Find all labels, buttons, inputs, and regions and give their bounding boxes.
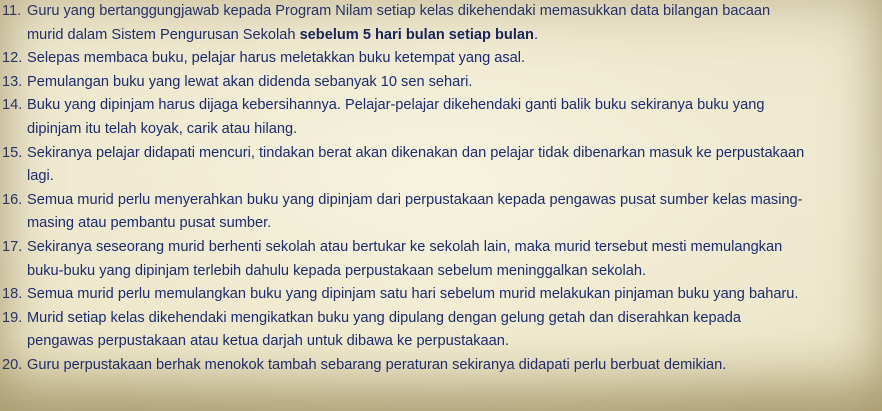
rule-item-15 (0, 142, 882, 189)
rule-number: 14. (2, 97, 23, 114)
rule-text-line: lagi. (27, 168, 54, 185)
rule-text-line: Guru yang bertanggungjawab kepada Program Nilam setiap kelas dikehendaki memasukkan data bilangan bacaan (27, 3, 771, 19)
rule-item-17 (0, 236, 882, 283)
rule-number: 15. (2, 144, 23, 161)
rule-number: 16. (2, 191, 23, 208)
rule-number: 12. (2, 50, 23, 67)
rule-text-line: Semua murid perlu menyerahkan buku yang dipinjam dari perpustakaan kepada pengawas pusat sumber kelas masing- (27, 191, 803, 208)
rule-item-14 (0, 94, 882, 141)
rule-number: 11. (2, 3, 22, 19)
rule-text-line (27, 24, 878, 48)
rule-item-19 (0, 307, 882, 354)
rule-text-line: Murid setiap kelas dikehendaki mengikatkan buku yang dipulang dengan gelung getah dan diserahkan kepada (27, 309, 741, 326)
rule-text-line: Buku yang dipinjam harus dijaga kebersihannya. Pelajar-pelajar dikehendaki ganti balik buku sekiranya buku yang (27, 97, 765, 114)
rule-text-line: buku-buku yang dipinjam terlebih dahulu kepada perpustakaan sebelum meninggalkan sekolah. (27, 262, 647, 279)
rule-text-line: Pemulangan buku yang lewat akan didenda sebanyak 10 sen sehari. (27, 73, 473, 90)
rule-item-18 (0, 283, 882, 307)
rule-text-line: Guru perpustakaan berhak menokok tambah sebarang peraturan sekiranya didapati perlu berbuat demikian. (27, 356, 727, 373)
rule-text-line: pengawas perpustakaan atau ketua darjah untuk dibawa ke perpustakaan. (27, 333, 509, 350)
rule-number: 19. (2, 309, 23, 326)
rule-number: 20. (2, 356, 23, 373)
rule-text-line: masing atau pembantu pusat sumber. (27, 215, 272, 232)
rule-text-line: Selepas membaca buku, pelajar harus meletakkan buku ketempat yang asal. (27, 50, 526, 67)
rule-text-line: dipinjam itu telah koyak, carik atau hilang. (27, 120, 298, 137)
rule-deadline-emphasis: sebelum 5 hari bulan setiap bulan (299, 26, 534, 43)
rule-text-line: Sekiranya seseorang murid berhenti sekolah atau bertukar ke sekolah lain, maka murid tersebut mesti memulangkan (27, 238, 783, 255)
rule-number: 13. (2, 73, 23, 90)
rule-number: 18. (2, 286, 23, 303)
rule-item-11 (0, 0, 882, 47)
rule-number: 17. (2, 238, 23, 255)
rule-item-20 (0, 354, 882, 378)
rule-item-13 (0, 71, 882, 95)
rule-text: murid dalam Sistem Pengurusan Sekolah (27, 26, 300, 43)
rule-item-12 (0, 47, 882, 71)
rule-item-16 (0, 189, 882, 236)
rule-text: . (533, 26, 538, 43)
rule-text-line: Sekiranya pelajar didapati mencuri, tindakan berat akan dikenakan dan pelajar tidak dibenarkan masuk ke perpustakaan (27, 144, 805, 161)
rule-text-line: Semua murid perlu memulangkan buku yang dipinjam satu hari sebelum murid melakukan pinjaman buku yang baharu. (27, 286, 799, 303)
